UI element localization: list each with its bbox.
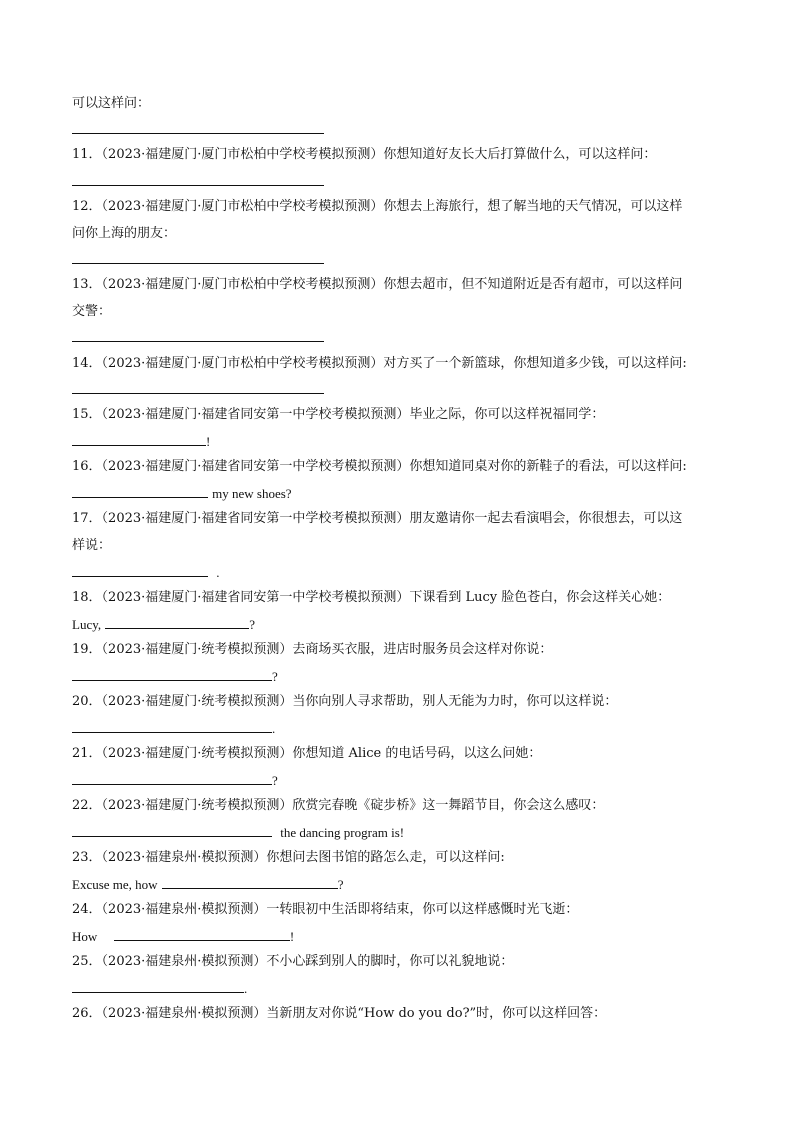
q20-text: 20．（2023·福建厦门·统考模拟预测）当你向别人寻求帮助，别人无能为力时，你可以这样说： — [72, 694, 618, 709]
q24-text: 24．（2023·福建泉州·模拟预测）一转眼初中生活即将结束，你可以这样感慨时光飞逝： — [72, 902, 579, 917]
q26-text: 26．（2023·福建泉州·模拟预测）当新朋友对你说“How do you do?”时，你可以这样回答： — [72, 1006, 607, 1021]
q19-answer-blank[interactable] — [72, 668, 272, 681]
q24-answer-blank[interactable] — [114, 928, 290, 941]
q11-answer-blank[interactable] — [72, 185, 324, 186]
q21-text: 21．（2023·福建厦门·统考模拟预测）你想知道 Alice 的电话号码，以这么问她： — [72, 746, 542, 761]
q15-text: 15．（2023·福建厦门·福建省同安第一中学校考模拟预测）毕业之际，你可以这样祝福同学： — [72, 407, 605, 422]
q17-answer-end: . — [216, 565, 220, 580]
q16-answer-line — [72, 485, 292, 503]
q13-text-line1: 13．（2023·福建厦门·厦门市松柏中学校考模拟预测）你想去超市，但不知道附近是否有超市，可以这样问 — [72, 277, 683, 292]
q19-text: 19．（2023·福建厦门·统考模拟预测）去商场买衣服，进店时服务员会这样对你说： — [72, 642, 553, 657]
q14-answer-blank[interactable] — [72, 393, 324, 394]
q12-answer-blank[interactable] — [72, 263, 324, 264]
q15-answer-blank[interactable] — [72, 433, 206, 446]
q16-answer-end: my new shoes? — [212, 486, 292, 501]
q15-answer-end: ! — [206, 434, 211, 449]
q21-answer-line — [72, 772, 278, 790]
q17-text-line2: 样说： — [72, 538, 112, 553]
q13-answer-blank[interactable] — [72, 341, 324, 342]
q19-answer-end: ? — [272, 669, 278, 684]
q23-answer-start: Excuse me, how — [72, 877, 158, 892]
q10-tail-text: 可以这样问： — [72, 96, 151, 111]
q20-answer-line — [72, 720, 275, 738]
q22-text: 22．（2023·福建厦门·统考模拟预测）欣赏完春晚《碇步桥》这一舞蹈节目，你会这么感叹： — [72, 798, 605, 813]
q18-answer-start: Lucy, — [72, 617, 102, 632]
q16-text: 16．（2023·福建厦门·福建省同安第一中学校考模拟预测）你想知道同桌对你的新鞋子的看法，可以这样问: — [72, 459, 687, 474]
q22-answer-line — [72, 824, 404, 842]
q21-answer-blank[interactable] — [72, 772, 272, 785]
q12-text-line1: 12．（2023·福建厦门·厦门市松柏中学校考模拟预测）你想去上海旅行，想了解当地的天气情况，可以这样 — [72, 199, 683, 214]
q15-answer-line — [72, 433, 210, 451]
q24-answer-start: How — [72, 929, 98, 944]
q17-answer-line — [72, 564, 220, 582]
q22-answer-end: the dancing program is! — [280, 825, 405, 840]
q14-text: 14．（2023·福建厦门·厦门市松柏中学校考模拟预测）对方买了一个新篮球，你想知道多少钱，可以这样问: — [72, 356, 687, 371]
q19-answer-line — [72, 668, 278, 686]
q16-answer-blank[interactable] — [72, 485, 208, 498]
q24-answer-end: ! — [289, 929, 295, 944]
q24-answer-line — [72, 928, 294, 946]
q18-answer-line — [72, 616, 255, 634]
q18-answer-blank[interactable] — [105, 616, 249, 629]
q25-answer-line — [72, 980, 247, 998]
q22-answer-blank[interactable] — [72, 824, 272, 837]
q10-answer-blank[interactable] — [72, 133, 324, 134]
q25-answer-blank[interactable] — [72, 980, 244, 993]
q17-text-line1: 17．（2023·福建厦门·福建省同安第一中学校考模拟预测）朋友邀请你一起去看演唱会，你很想去，可以这 — [72, 511, 683, 526]
q18-answer-end: ? — [249, 617, 256, 632]
q13-text-line2: 交警： — [72, 304, 112, 319]
q18-text: 18．（2023·福建厦门·福建省同安第一中学校考模拟预测）下课看到 Lucy 脸色苍白，你会这样关心她： — [72, 590, 671, 605]
q25-answer-end: . — [244, 981, 248, 996]
q11-text: 11．（2023·福建厦门·厦门市松柏中学校考模拟预测）你想知道好友长大后打算做什么，可以这样问： — [72, 147, 657, 162]
q21-answer-end: ? — [272, 773, 278, 788]
q23-answer-line — [72, 876, 343, 894]
q25-text: 25．（2023·福建泉州·模拟预测）不小心踩到别人的脚时，你可以礼貌地说： — [72, 954, 514, 969]
q23-answer-end: ? — [337, 877, 344, 892]
q17-answer-blank[interactable] — [72, 564, 208, 577]
q20-answer-blank[interactable] — [72, 720, 272, 733]
q12-text-line2: 问你上海的朋友： — [72, 226, 177, 241]
q20-answer-end: . — [272, 721, 276, 736]
q23-answer-blank[interactable] — [162, 876, 338, 889]
q23-text: 23．（2023·福建泉州·模拟预测）你想问去图书馆的路怎么走，可以这样问: — [72, 850, 505, 865]
